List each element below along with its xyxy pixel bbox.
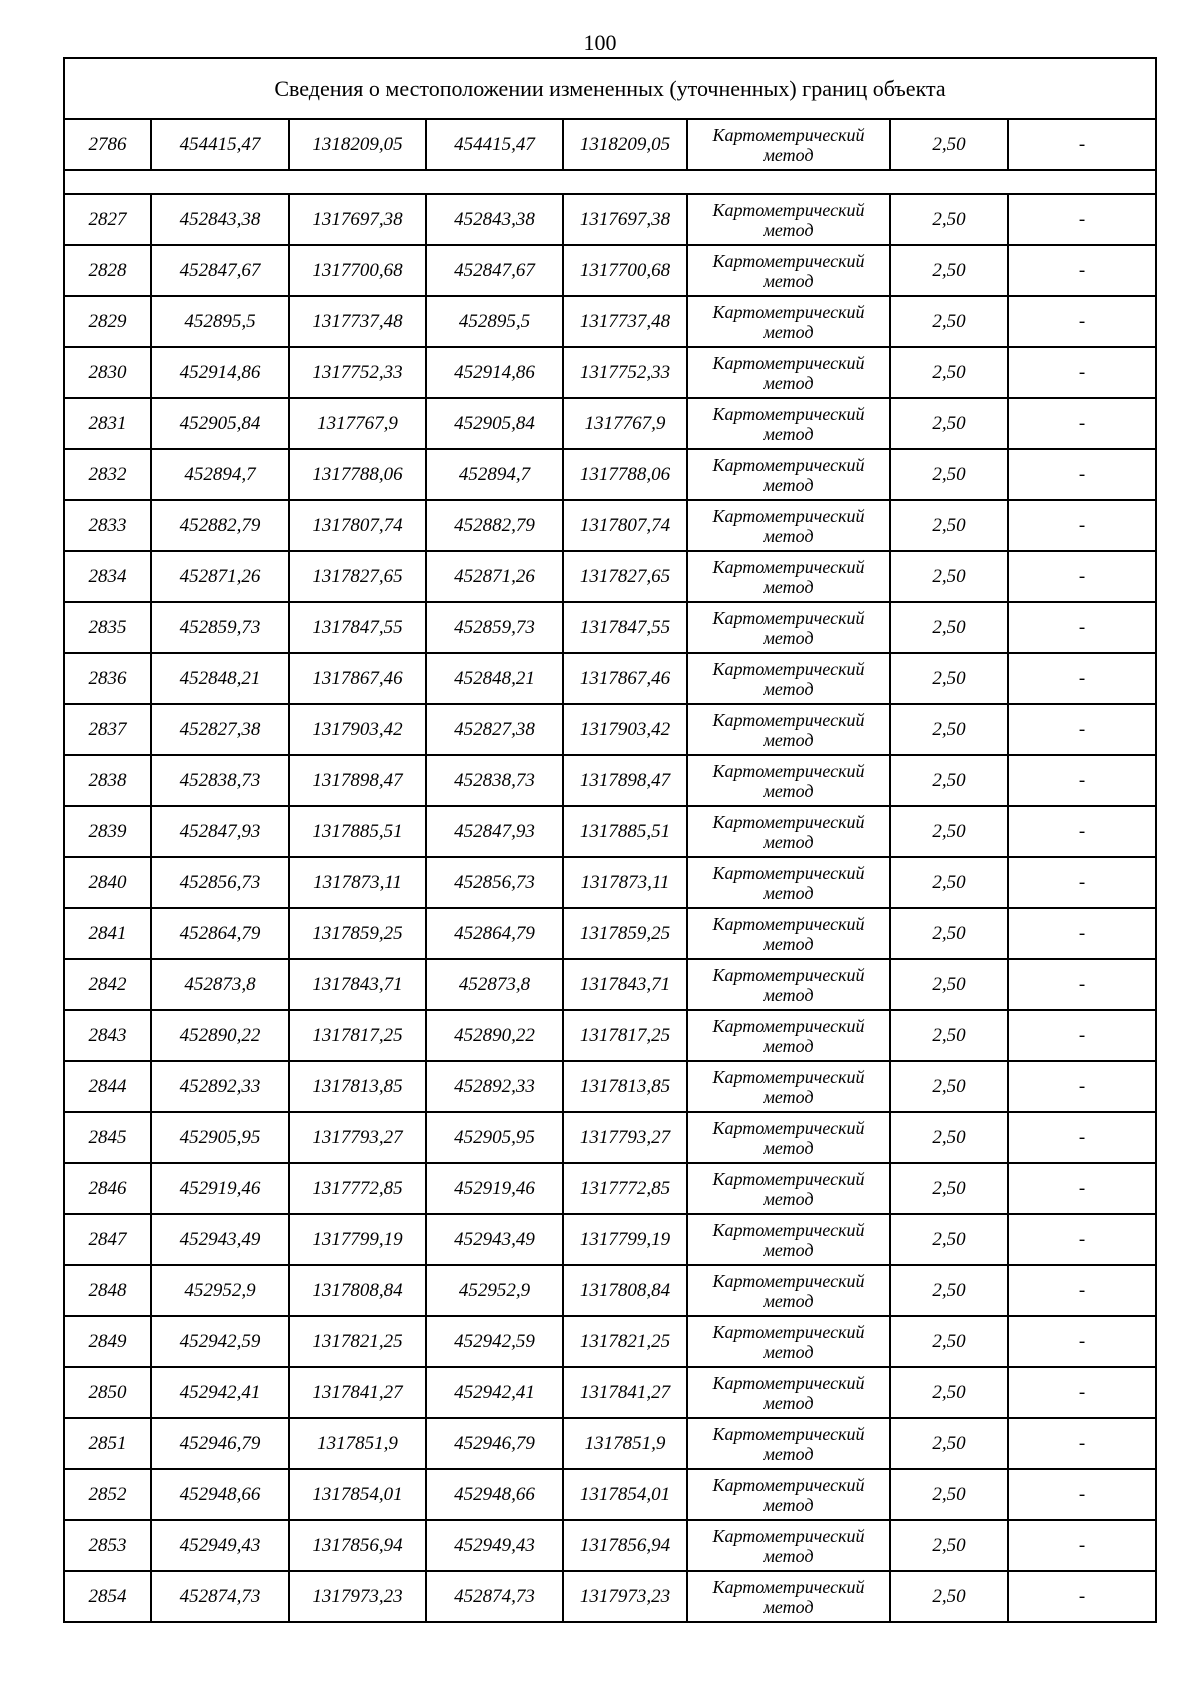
method-cell: Картометрический метод — [687, 1061, 890, 1112]
y-new-cell: 1317793,27 — [563, 1112, 687, 1163]
table-row — [64, 1061, 1156, 1112]
point-number-cell: 2827 — [64, 194, 151, 245]
accuracy-cell: 2,50 — [890, 1010, 1008, 1061]
method-cell: Картометрический метод — [687, 1010, 890, 1061]
accuracy-cell: 2,50 — [890, 1520, 1008, 1571]
point-number-cell: 2837 — [64, 704, 151, 755]
x-old-cell: 452827,38 — [151, 704, 289, 755]
y-old-cell: 1317873,11 — [289, 857, 426, 908]
point-number-cell: 2846 — [64, 1163, 151, 1214]
method-cell: Картометрический метод — [687, 119, 890, 170]
x-old-cell: 452882,79 — [151, 500, 289, 551]
x-new-cell: 452952,9 — [426, 1265, 563, 1316]
y-new-cell: 1317851,9 — [563, 1418, 687, 1469]
x-old-cell: 452894,7 — [151, 449, 289, 500]
description-cell: - — [1008, 194, 1156, 245]
accuracy-cell: 2,50 — [890, 1112, 1008, 1163]
y-new-cell: 1317799,19 — [563, 1214, 687, 1265]
method-cell: Картометрический метод — [687, 755, 890, 806]
y-old-cell: 1317859,25 — [289, 908, 426, 959]
x-old-cell: 452838,73 — [151, 755, 289, 806]
point-number-cell: 2852 — [64, 1469, 151, 1520]
x-new-cell: 452946,79 — [426, 1418, 563, 1469]
accuracy-cell: 2,50 — [890, 806, 1008, 857]
description-cell: - — [1008, 1316, 1156, 1367]
point-number-cell: 2829 — [64, 296, 151, 347]
point-number-cell: 2835 — [64, 602, 151, 653]
table-row — [64, 1469, 1156, 1520]
accuracy-cell: 2,50 — [890, 245, 1008, 296]
table-row — [64, 449, 1156, 500]
x-new-cell: 452847,93 — [426, 806, 563, 857]
accuracy-cell: 2,50 — [890, 959, 1008, 1010]
y-new-cell: 1317821,25 — [563, 1316, 687, 1367]
y-old-cell: 1317767,9 — [289, 398, 426, 449]
x-new-cell: 452864,79 — [426, 908, 563, 959]
y-old-cell: 1317898,47 — [289, 755, 426, 806]
x-new-cell: 452827,38 — [426, 704, 563, 755]
accuracy-cell: 2,50 — [890, 704, 1008, 755]
point-number-cell: 2854 — [64, 1571, 151, 1622]
method-cell: Картометрический метод — [687, 398, 890, 449]
page-number: 100 — [583, 30, 617, 55]
point-number-cell: 2842 — [64, 959, 151, 1010]
table-row — [64, 1112, 1156, 1163]
accuracy-cell: 2,50 — [890, 398, 1008, 449]
description-cell: - — [1008, 602, 1156, 653]
x-new-cell: 452871,26 — [426, 551, 563, 602]
y-old-cell: 1317700,68 — [289, 245, 426, 296]
accuracy-cell: 2,50 — [890, 500, 1008, 551]
y-old-cell: 1317867,46 — [289, 653, 426, 704]
y-new-cell: 1317885,51 — [563, 806, 687, 857]
accuracy-cell: 2,50 — [890, 908, 1008, 959]
table-row — [64, 296, 1156, 347]
x-new-cell: 452919,46 — [426, 1163, 563, 1214]
accuracy-cell: 2,50 — [890, 1418, 1008, 1469]
y-new-cell: 1317788,06 — [563, 449, 687, 500]
y-old-cell: 1317752,33 — [289, 347, 426, 398]
method-cell: Картометрический метод — [687, 500, 890, 551]
point-number-cell: 2828 — [64, 245, 151, 296]
point-number-cell: 2831 — [64, 398, 151, 449]
y-old-cell: 1317808,84 — [289, 1265, 426, 1316]
y-old-cell: 1317841,27 — [289, 1367, 426, 1418]
x-new-cell: 452942,41 — [426, 1367, 563, 1418]
y-old-cell: 1318209,05 — [289, 119, 426, 170]
description-cell: - — [1008, 1418, 1156, 1469]
method-cell: Картометрический метод — [687, 704, 890, 755]
point-number-cell: 2786 — [64, 119, 151, 170]
x-old-cell: 452843,38 — [151, 194, 289, 245]
accuracy-cell: 2,50 — [890, 449, 1008, 500]
point-number-cell: 2838 — [64, 755, 151, 806]
method-cell: Картометрический метод — [687, 1316, 890, 1367]
table-title: Сведения о местоположении измененных (уточненных) границ объекта — [64, 58, 1156, 119]
y-old-cell: 1317854,01 — [289, 1469, 426, 1520]
method-cell: Картометрический метод — [687, 908, 890, 959]
accuracy-cell: 2,50 — [890, 296, 1008, 347]
description-cell: - — [1008, 1469, 1156, 1520]
x-new-cell: 452847,67 — [426, 245, 563, 296]
point-number-cell: 2830 — [64, 347, 151, 398]
accuracy-cell: 2,50 — [890, 857, 1008, 908]
y-old-cell: 1317843,71 — [289, 959, 426, 1010]
method-cell: Картометрический метод — [687, 449, 890, 500]
method-cell: Картометрический метод — [687, 1367, 890, 1418]
point-number-cell: 2844 — [64, 1061, 151, 1112]
accuracy-cell: 2,50 — [890, 653, 1008, 704]
accuracy-cell: 2,50 — [890, 1214, 1008, 1265]
description-cell: - — [1008, 1163, 1156, 1214]
y-old-cell: 1317903,42 — [289, 704, 426, 755]
description-cell: - — [1008, 500, 1156, 551]
y-new-cell: 1317827,65 — [563, 551, 687, 602]
y-old-cell: 1317973,23 — [289, 1571, 426, 1622]
x-new-cell: 452892,33 — [426, 1061, 563, 1112]
accuracy-cell: 2,50 — [890, 1061, 1008, 1112]
x-new-cell: 452882,79 — [426, 500, 563, 551]
table-row — [64, 1571, 1156, 1622]
method-cell: Картометрический метод — [687, 1520, 890, 1571]
table-row — [64, 245, 1156, 296]
x-new-cell: 452914,86 — [426, 347, 563, 398]
table-row — [64, 551, 1156, 602]
y-new-cell: 1317817,25 — [563, 1010, 687, 1061]
x-old-cell: 452905,84 — [151, 398, 289, 449]
accuracy-cell: 2,50 — [890, 755, 1008, 806]
y-old-cell: 1317847,55 — [289, 602, 426, 653]
method-cell: Картометрический метод — [687, 245, 890, 296]
point-number-cell: 2833 — [64, 500, 151, 551]
table-row — [64, 704, 1156, 755]
accuracy-cell: 2,50 — [890, 1316, 1008, 1367]
table-row — [64, 1010, 1156, 1061]
x-new-cell: 452873,8 — [426, 959, 563, 1010]
method-cell: Картометрический метод — [687, 347, 890, 398]
x-old-cell: 452919,46 — [151, 1163, 289, 1214]
table-row — [64, 1265, 1156, 1316]
accuracy-cell: 2,50 — [890, 1571, 1008, 1622]
description-cell: - — [1008, 908, 1156, 959]
point-number-cell: 2840 — [64, 857, 151, 908]
coordinates-table — [63, 57, 1157, 1623]
table-row — [64, 602, 1156, 653]
point-number-cell: 2841 — [64, 908, 151, 959]
description-cell: - — [1008, 119, 1156, 170]
x-old-cell: 452848,21 — [151, 653, 289, 704]
y-old-cell: 1317772,85 — [289, 1163, 426, 1214]
x-new-cell: 452905,84 — [426, 398, 563, 449]
description-cell: - — [1008, 1520, 1156, 1571]
empty-cell — [64, 170, 1156, 194]
description-cell: - — [1008, 704, 1156, 755]
method-cell: Картометрический метод — [687, 1265, 890, 1316]
table-row — [64, 1163, 1156, 1214]
accuracy-cell: 2,50 — [890, 551, 1008, 602]
point-number-cell: 2848 — [64, 1265, 151, 1316]
x-old-cell: 452914,86 — [151, 347, 289, 398]
x-new-cell: 452942,59 — [426, 1316, 563, 1367]
x-old-cell: 452873,8 — [151, 959, 289, 1010]
x-old-cell: 452949,43 — [151, 1520, 289, 1571]
description-cell: - — [1008, 449, 1156, 500]
accuracy-cell: 2,50 — [890, 119, 1008, 170]
method-cell: Картометрический метод — [687, 1418, 890, 1469]
description-cell: - — [1008, 1214, 1156, 1265]
point-number-cell: 2836 — [64, 653, 151, 704]
y-new-cell: 1317841,27 — [563, 1367, 687, 1418]
table-row — [64, 119, 1156, 170]
point-number-cell: 2847 — [64, 1214, 151, 1265]
accuracy-cell: 2,50 — [890, 1367, 1008, 1418]
method-cell: Картометрический метод — [687, 1112, 890, 1163]
description-cell: - — [1008, 1112, 1156, 1163]
method-cell: Картометрический метод — [687, 551, 890, 602]
x-old-cell: 452892,33 — [151, 1061, 289, 1112]
x-new-cell: 452905,95 — [426, 1112, 563, 1163]
description-cell: - — [1008, 806, 1156, 857]
table-row — [64, 1214, 1156, 1265]
table-row — [64, 398, 1156, 449]
description-cell: - — [1008, 398, 1156, 449]
y-old-cell: 1317827,65 — [289, 551, 426, 602]
point-number-cell: 2845 — [64, 1112, 151, 1163]
description-cell: - — [1008, 347, 1156, 398]
description-cell: - — [1008, 959, 1156, 1010]
y-old-cell: 1317807,74 — [289, 500, 426, 551]
y-new-cell: 1317813,85 — [563, 1061, 687, 1112]
y-new-cell: 1317973,23 — [563, 1571, 687, 1622]
y-old-cell: 1317856,94 — [289, 1520, 426, 1571]
table-row — [64, 1316, 1156, 1367]
table-row — [64, 755, 1156, 806]
y-new-cell: 1317867,46 — [563, 653, 687, 704]
y-old-cell: 1317817,25 — [289, 1010, 426, 1061]
table-row — [64, 806, 1156, 857]
y-old-cell: 1317793,27 — [289, 1112, 426, 1163]
table-row — [64, 1418, 1156, 1469]
y-new-cell: 1317854,01 — [563, 1469, 687, 1520]
accuracy-cell: 2,50 — [890, 347, 1008, 398]
y-new-cell: 1317903,42 — [563, 704, 687, 755]
y-old-cell: 1317697,38 — [289, 194, 426, 245]
point-number-cell: 2834 — [64, 551, 151, 602]
description-cell: - — [1008, 245, 1156, 296]
table-row — [64, 653, 1156, 704]
x-old-cell: 452946,79 — [151, 1418, 289, 1469]
y-old-cell: 1317737,48 — [289, 296, 426, 347]
description-cell: - — [1008, 1061, 1156, 1112]
method-cell: Картометрический метод — [687, 1571, 890, 1622]
y-new-cell: 1317772,85 — [563, 1163, 687, 1214]
description-cell: - — [1008, 1367, 1156, 1418]
x-new-cell: 452943,49 — [426, 1214, 563, 1265]
description-cell: - — [1008, 653, 1156, 704]
y-new-cell: 1317807,74 — [563, 500, 687, 551]
method-cell: Картометрический метод — [687, 602, 890, 653]
accuracy-cell: 2,50 — [890, 1265, 1008, 1316]
method-cell: Картометрический метод — [687, 1163, 890, 1214]
x-old-cell: 452943,49 — [151, 1214, 289, 1265]
point-number-cell: 2849 — [64, 1316, 151, 1367]
y-new-cell: 1317767,9 — [563, 398, 687, 449]
description-cell: - — [1008, 1010, 1156, 1061]
method-cell: Картометрический метод — [687, 959, 890, 1010]
y-new-cell: 1317898,47 — [563, 755, 687, 806]
table-row — [64, 857, 1156, 908]
method-cell: Картометрический метод — [687, 1214, 890, 1265]
y-new-cell: 1317873,11 — [563, 857, 687, 908]
table-row — [64, 500, 1156, 551]
table-row — [64, 1367, 1156, 1418]
x-old-cell: 452942,59 — [151, 1316, 289, 1367]
description-cell: - — [1008, 755, 1156, 806]
y-old-cell: 1317885,51 — [289, 806, 426, 857]
accuracy-cell: 2,50 — [890, 194, 1008, 245]
table-title-row — [64, 58, 1156, 119]
accuracy-cell: 2,50 — [890, 1163, 1008, 1214]
x-new-cell: 452838,73 — [426, 755, 563, 806]
description-cell: - — [1008, 1265, 1156, 1316]
y-new-cell: 1317859,25 — [563, 908, 687, 959]
description-cell: - — [1008, 296, 1156, 347]
point-number-cell: 2853 — [64, 1520, 151, 1571]
x-old-cell: 452864,79 — [151, 908, 289, 959]
y-old-cell: 1317799,19 — [289, 1214, 426, 1265]
x-new-cell: 452856,73 — [426, 857, 563, 908]
y-new-cell: 1317843,71 — [563, 959, 687, 1010]
x-old-cell: 452874,73 — [151, 1571, 289, 1622]
x-new-cell: 454415,47 — [426, 119, 563, 170]
description-cell: - — [1008, 551, 1156, 602]
x-old-cell: 452847,67 — [151, 245, 289, 296]
method-cell: Картометрический метод — [687, 1469, 890, 1520]
description-cell: - — [1008, 1571, 1156, 1622]
method-cell: Картометрический метод — [687, 653, 890, 704]
x-new-cell: 452843,38 — [426, 194, 563, 245]
table-row — [64, 1520, 1156, 1571]
x-old-cell: 452895,5 — [151, 296, 289, 347]
table-spacer-row — [64, 170, 1156, 194]
y-new-cell: 1317856,94 — [563, 1520, 687, 1571]
accuracy-cell: 2,50 — [890, 1469, 1008, 1520]
y-new-cell: 1317752,33 — [563, 347, 687, 398]
x-new-cell: 452894,7 — [426, 449, 563, 500]
method-cell: Картометрический метод — [687, 857, 890, 908]
point-number-cell: 2850 — [64, 1367, 151, 1418]
x-old-cell: 452856,73 — [151, 857, 289, 908]
x-new-cell: 452890,22 — [426, 1010, 563, 1061]
x-old-cell: 452942,41 — [151, 1367, 289, 1418]
x-new-cell: 452874,73 — [426, 1571, 563, 1622]
point-number-cell: 2839 — [64, 806, 151, 857]
x-old-cell: 452948,66 — [151, 1469, 289, 1520]
x-new-cell: 452859,73 — [426, 602, 563, 653]
point-number-cell: 2832 — [64, 449, 151, 500]
x-new-cell: 452895,5 — [426, 296, 563, 347]
table-row — [64, 959, 1156, 1010]
accuracy-cell: 2,50 — [890, 602, 1008, 653]
y-new-cell: 1317847,55 — [563, 602, 687, 653]
point-number-cell: 2843 — [64, 1010, 151, 1061]
y-new-cell: 1317808,84 — [563, 1265, 687, 1316]
x-old-cell: 452890,22 — [151, 1010, 289, 1061]
y-old-cell: 1317788,06 — [289, 449, 426, 500]
x-old-cell: 452859,73 — [151, 602, 289, 653]
y-old-cell: 1317821,25 — [289, 1316, 426, 1367]
y-new-cell: 1317700,68 — [563, 245, 687, 296]
y-new-cell: 1317737,48 — [563, 296, 687, 347]
x-old-cell: 452905,95 — [151, 1112, 289, 1163]
x-new-cell: 452948,66 — [426, 1469, 563, 1520]
method-cell: Картометрический метод — [687, 806, 890, 857]
description-cell: - — [1008, 857, 1156, 908]
method-cell: Картометрический метод — [687, 194, 890, 245]
y-old-cell: 1317851,9 — [289, 1418, 426, 1469]
table-row — [64, 347, 1156, 398]
x-old-cell: 454415,47 — [151, 119, 289, 170]
x-new-cell: 452949,43 — [426, 1520, 563, 1571]
y-new-cell: 1318209,05 — [563, 119, 687, 170]
y-new-cell: 1317697,38 — [563, 194, 687, 245]
point-number-cell: 2851 — [64, 1418, 151, 1469]
x-old-cell: 452952,9 — [151, 1265, 289, 1316]
table-row — [64, 908, 1156, 959]
x-new-cell: 452848,21 — [426, 653, 563, 704]
y-old-cell: 1317813,85 — [289, 1061, 426, 1112]
x-old-cell: 452871,26 — [151, 551, 289, 602]
x-old-cell: 452847,93 — [151, 806, 289, 857]
method-cell: Картометрический метод — [687, 296, 890, 347]
table-row — [64, 194, 1156, 245]
